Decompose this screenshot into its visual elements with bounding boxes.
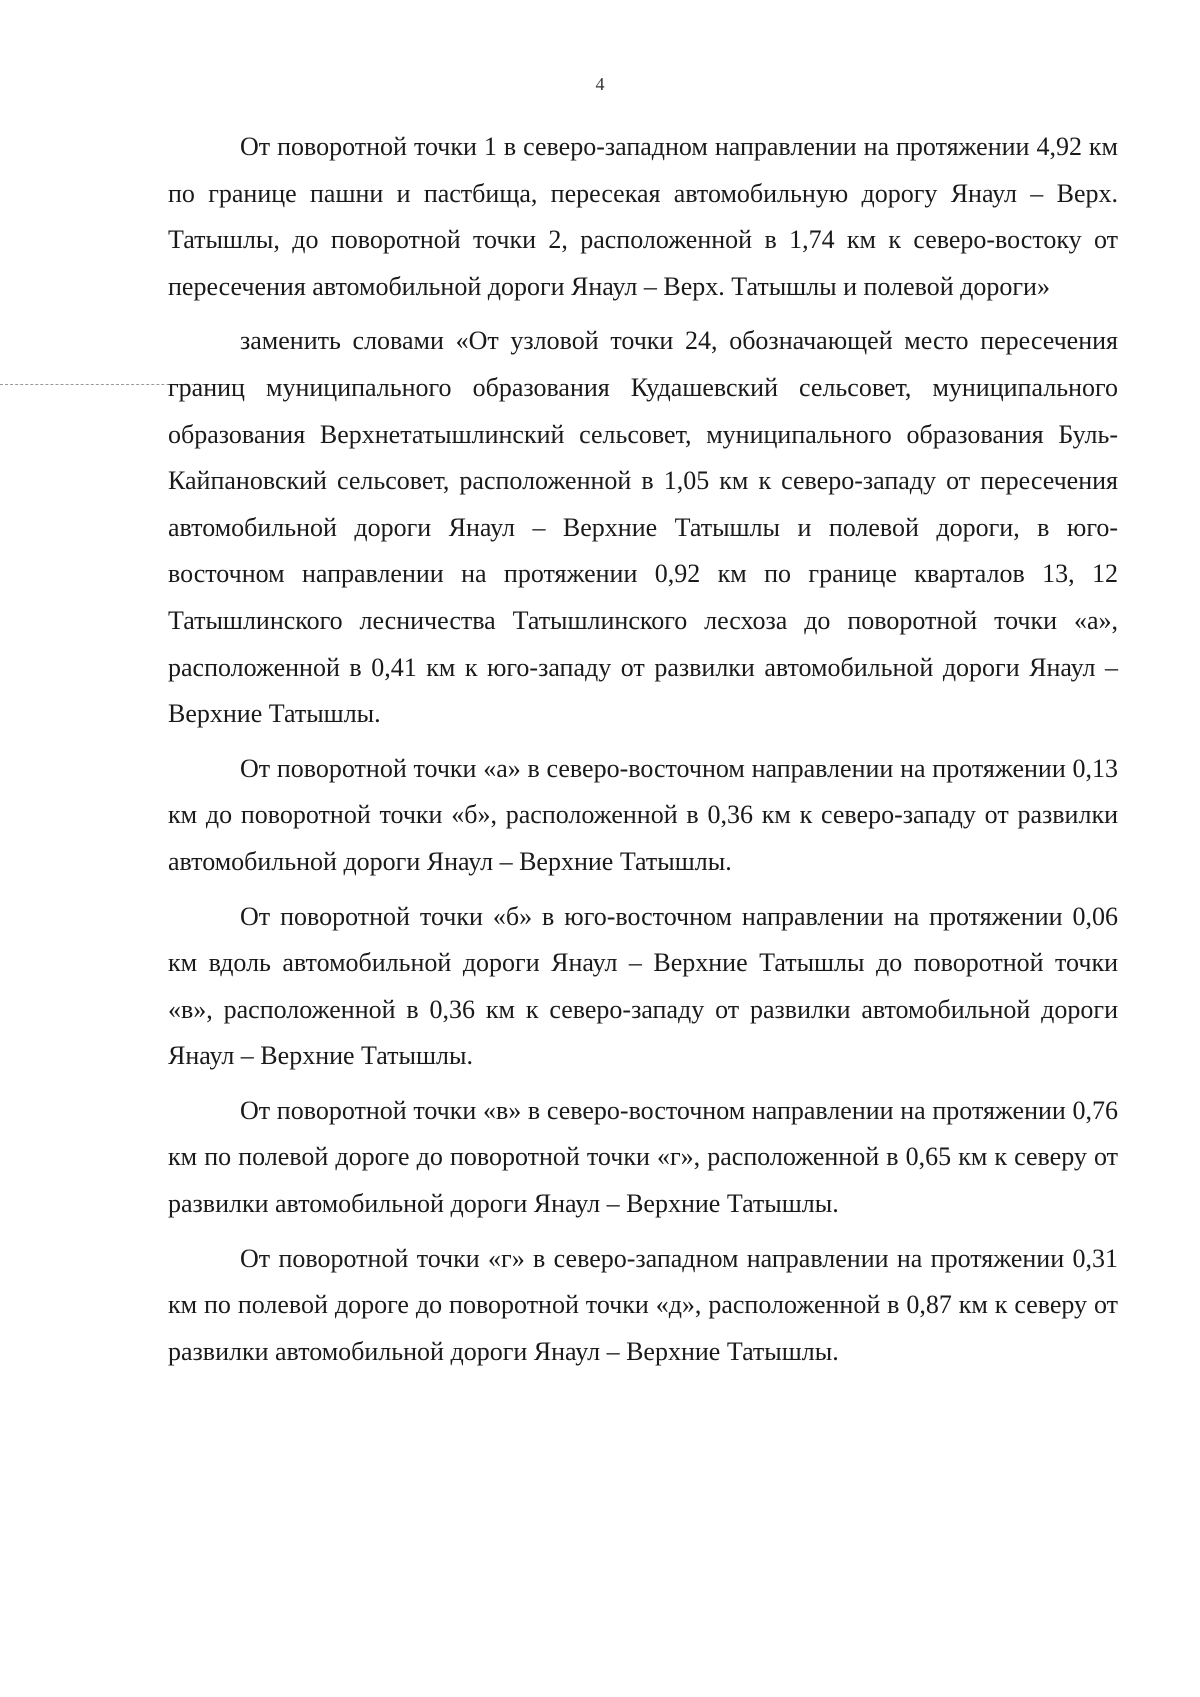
paragraph-6: От поворотной точки «г» в северо-западном направлении на протяжении 0,31 км по полевой дороге до поворотной точки «д», расположенной в 0,87 км к северу от развилки автомобильной дороги Янаул – Верхние Татышлы. <box>168 1243 1118 1366</box>
page-number: 4 <box>595 74 605 94</box>
paragraph-3: От поворотной точки «а» в северо-восточном направлении на протяжении 0,13 км до поворотной точки «б», расположенной в 0,36 км к северо-западу от развилки автомобильной дороги Янаул – Верхние Татышлы. <box>168 753 1118 876</box>
paragraph-5: От поворотной точки «в» в северо-восточном направлении на протяжении 0,76 км по полевой дороге до поворотной точки «г», расположенной в 0,65 км к северу от развилки автомобильной дороги Янаул – Верхние Татышлы. <box>168 1095 1118 1219</box>
paragraph-4: От поворотной точки «б» в юго-восточном направлении на протяжении 0,06 км вдоль автомобильной дороги Янаул – Верхние Татышлы до поворотной точки «в», расположенной в 0,36 км к северо-западу от развилки автомобильной дороги Янаул – Верхние Татышлы. <box>168 901 1118 1071</box>
paragraph-2: заменить словами «От узловой точки 24, обозначающей место пересечения границ муниципального образования Кудашевский сельсовет, муниципального образования Верхнетатышлинский сельсовет, муниципального образования Буль-Кайпановский сельсовет, расположенной в 1,05 км к северо-западу от пересечения автомобильной дороги Янаул – Верхние Татышлы и полевой дороги, в юго-восточном направлении на протяжении 0,92 км по границе кварталов 13, 12 Татышлинского лесничества Татышлинского лесхоза до поворотной точки «а», расположенной в 0,41 км к юго-западу от развилки автомобильной дороги Янаул – Верхние Татышлы. <box>168 326 1118 729</box>
paragraph-1: От поворотной точки 1 в северо-западном направлении на протяжении 4,92 км по границе пашни и пастбища, пересекая автомобильную дорогу Янаул – Верх. Татышлы, до поворотной точки 2, расположенной в 1,74 км к северо-востоку от пересечения автомобильной дороги Янаул – Верх. Татышлы и полевой дороги» <box>168 132 1118 301</box>
document-body <box>168 124 1118 1383</box>
